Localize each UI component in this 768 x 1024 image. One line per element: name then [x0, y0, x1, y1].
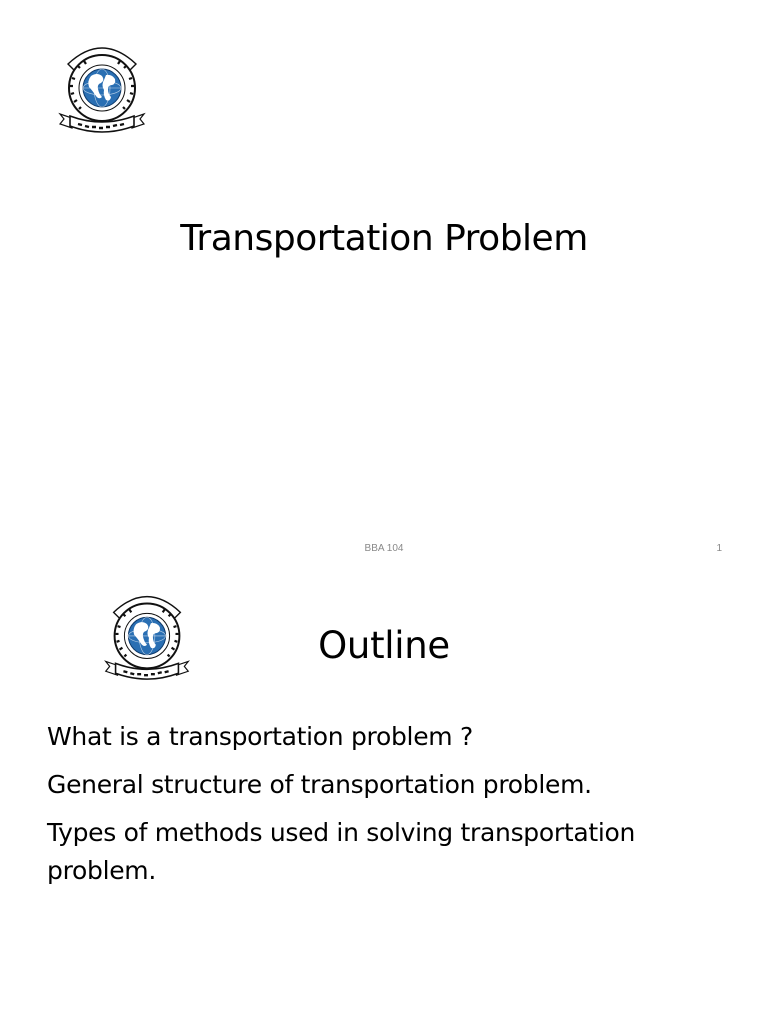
- slide-2: [0, 570, 768, 1024]
- slide-title: Outline: [318, 624, 450, 667]
- footer-page-number: 1: [716, 543, 722, 554]
- slide-title: Transportation Problem: [180, 218, 588, 259]
- institute-logo-icon: [46, 30, 158, 136]
- outline-list: [47, 718, 737, 900]
- list-item: Types of methods used in solving transportation problem.: [47, 818, 636, 885]
- emblem-graphic: [46, 30, 158, 136]
- list-item: General structure of transportation problem.: [47, 770, 592, 799]
- footer-course-code: BBA 104: [364, 543, 404, 554]
- list-item: What is a transportation problem ?: [47, 722, 473, 751]
